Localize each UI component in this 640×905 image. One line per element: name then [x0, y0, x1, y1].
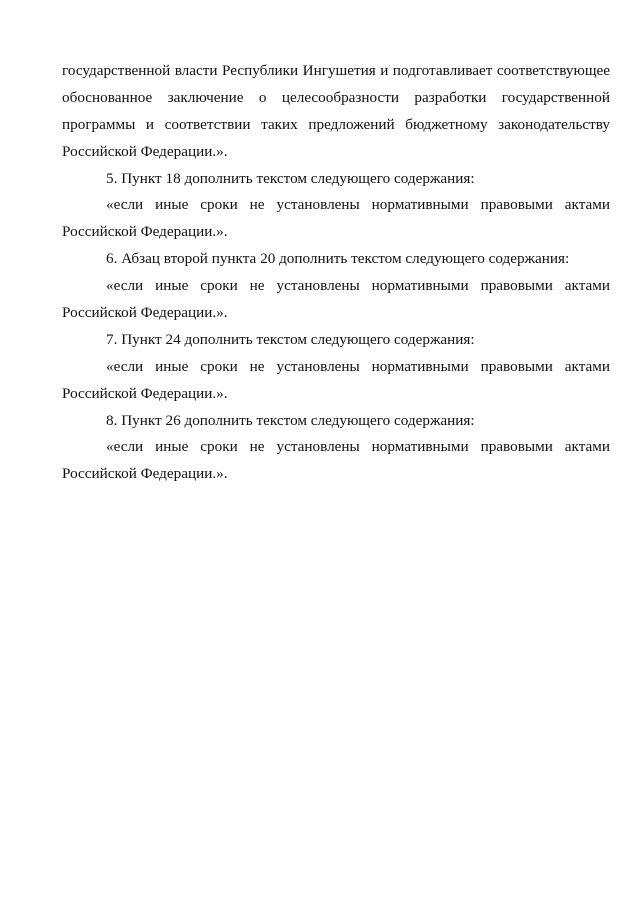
document-body: [62, 58, 610, 488]
text-line: Российской Федерации.».: [62, 142, 228, 160]
text-line: «если иные сроки не установлены нормативными правовыми актами: [106, 357, 610, 375]
paragraph-8-heading: 8. Пункт 26 дополнить текстом следующего содержания:: [106, 411, 475, 429]
text-line: «если иные сроки не установлены нормативными правовыми актами: [106, 438, 610, 456]
paragraph-6-heading: 6. Абзац второй пункта 20 дополнить текстом следующего содержания:: [106, 250, 570, 268]
text-line: Российской Федерации.».: [62, 223, 228, 241]
text-line: Российской Федерации.».: [62, 384, 228, 402]
paragraph-5-heading: 5. Пункт 18 дополнить текстом следующего содержания:: [106, 169, 475, 187]
text-line: Российской Федерации.».: [62, 465, 228, 483]
text-line: государственной власти Республики Ингушетия и подготавливает соответствующее: [62, 62, 610, 79]
text-line: программы и соответствии таких предложений бюджетному законодательству: [62, 115, 610, 133]
paragraph-7-heading: 7. Пункт 24 дополнить текстом следующего содержания:: [106, 330, 475, 348]
text-line: «если иные сроки не установлены нормативными правовыми актами: [106, 196, 610, 214]
text-line: Российской Федерации.».: [62, 304, 228, 322]
text-line: «если иные сроки не установлены нормативными правовыми актами: [106, 277, 610, 295]
text-line: обоснованное заключение о целесообразности разработки государственной: [62, 88, 610, 106]
